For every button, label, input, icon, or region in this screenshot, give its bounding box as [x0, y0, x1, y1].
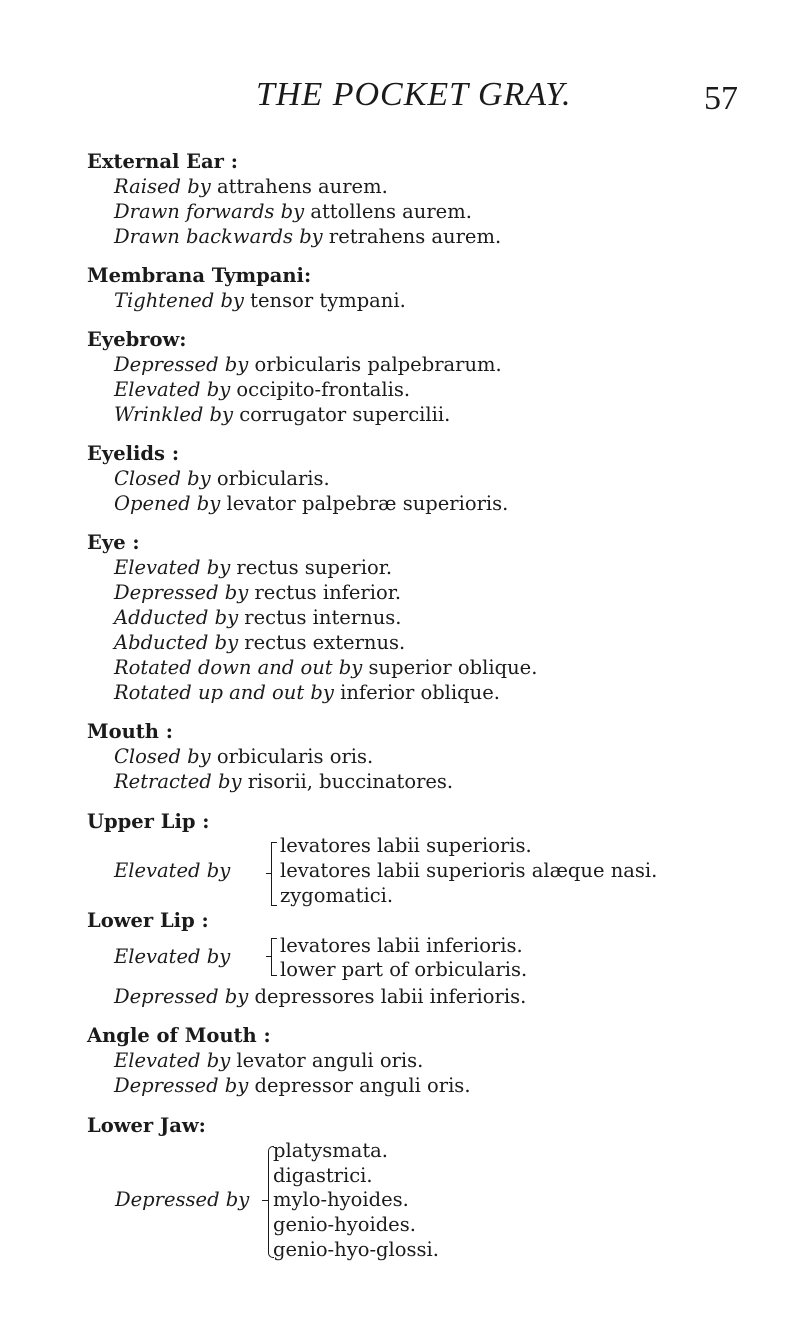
brace-point [266, 873, 272, 874]
brace-bracket [271, 842, 277, 906]
entry-muscles: inferior oblique. [340, 681, 500, 704]
entry-muscles: risorii, buccinatores. [247, 770, 454, 793]
entry [114, 289, 406, 313]
entry-muscles: depressores labii inferioris. [254, 985, 527, 1008]
entry [114, 681, 500, 705]
brace-muscle: mylo-hyoides. [273, 1188, 409, 1211]
section-heading-angle-of-mouth: Angle of Mouth : [87, 1024, 271, 1047]
entry [114, 606, 402, 630]
entry-action: Drawn forwards by [114, 200, 305, 223]
entry-action: Elevated by [114, 556, 231, 579]
entry-muscles: retrahens aurem. [328, 225, 502, 248]
entry [114, 175, 388, 199]
brace-muscle: levatores labii superioris. [280, 834, 532, 857]
entry [114, 403, 450, 427]
entry-muscles: superior oblique. [368, 656, 538, 679]
entry-action: Depressed by [114, 985, 249, 1008]
entry-action: Rotated down and out by [114, 656, 363, 679]
brace-action: Elevated by [114, 859, 231, 882]
entry-muscles: occipito-frontalis. [236, 378, 411, 401]
section-heading-external-ear: External Ear : [87, 150, 238, 173]
entry-action: Depressed by [114, 581, 249, 604]
entry [114, 985, 526, 1009]
brace-muscle: levatores labii superioris alæque nasi. [280, 859, 658, 882]
entry-muscles: rectus inferior. [254, 581, 402, 604]
section-heading-eyelids: Eyelids : [87, 442, 180, 465]
entry-action: Abducted by [114, 631, 239, 654]
entry-action: Retracted by [114, 770, 242, 793]
entry [114, 556, 392, 580]
brace-bracket [271, 938, 277, 976]
brace-muscle: lower part of orbicularis. [280, 958, 528, 981]
entry-muscles: corrugator supercilii. [239, 403, 451, 426]
brace-muscle: levatores labii inferioris. [280, 934, 523, 957]
entry [114, 200, 472, 224]
entry-muscles: rectus superior. [236, 556, 393, 579]
entry [114, 225, 501, 249]
entry-action: Tightened by [114, 289, 244, 312]
brace-muscle: genio-hyoides. [273, 1213, 416, 1236]
entry-muscles: orbicularis oris. [216, 745, 374, 768]
brace-muscle: digastrici. [273, 1164, 373, 1187]
entry [114, 631, 405, 655]
brace-muscle: zygomatici. [280, 884, 394, 907]
entry-action: Rotated up and out by [114, 681, 334, 704]
brace-action: Elevated by [114, 945, 231, 968]
entry [114, 353, 502, 377]
entry-action: Raised by [114, 175, 211, 198]
entry-muscles: orbicularis palpebrarum. [254, 353, 502, 376]
entry-action: Depressed by [114, 1074, 249, 1097]
entry-muscles: attrahens aurem. [216, 175, 388, 198]
entry-muscles: attollens aurem. [310, 200, 472, 223]
page-number: 57 [704, 80, 738, 117]
entry [114, 492, 508, 516]
section-heading-membrana-tympani: Membrana Tympani: [87, 264, 312, 287]
section-heading-eyebrow: Eyebrow: [87, 328, 187, 351]
entry-action: Elevated by [114, 1049, 231, 1072]
entry-muscles: levator palpebræ superioris. [226, 492, 509, 515]
entry-action: Adducted by [114, 606, 239, 629]
section-heading-mouth: Mouth : [87, 720, 173, 743]
entry-muscles: levator anguli oris. [236, 1049, 424, 1072]
entry-action: Drawn backwards by [114, 225, 323, 248]
entry [114, 1074, 471, 1098]
section-heading-eye: Eye : [87, 531, 140, 554]
brace-point [262, 1200, 268, 1201]
brace-action: Depressed by [115, 1188, 250, 1211]
entry-action: Closed by [114, 745, 211, 768]
entry [114, 467, 330, 491]
entry-muscles: depressor anguli oris. [254, 1074, 471, 1097]
entry-action: Elevated by [114, 378, 231, 401]
entry-action: Closed by [114, 467, 211, 490]
brace-point [266, 956, 272, 957]
entry-action: Depressed by [114, 353, 249, 376]
section-heading-upper-lip: Upper Lip : [87, 810, 210, 833]
entry [114, 656, 537, 680]
entry [114, 581, 401, 605]
brace-muscle: platysmata. [273, 1139, 388, 1162]
entry-action: Wrinkled by [114, 403, 234, 426]
running-title: THE POCKET GRAY. [256, 76, 572, 113]
brace-muscle: genio-hyo-glossi. [273, 1238, 439, 1261]
entry-action: Opened by [114, 492, 221, 515]
entry [114, 378, 410, 402]
entry-muscles: rectus internus. [244, 606, 402, 629]
section-heading-lower-lip: Lower Lip : [87, 909, 209, 932]
entry-muscles: orbicularis. [216, 467, 330, 490]
entry [114, 1049, 423, 1073]
entry [114, 770, 453, 794]
entry [114, 745, 373, 769]
entry-muscles: rectus externus. [244, 631, 406, 654]
entry-muscles: tensor tympani. [250, 289, 406, 312]
section-heading-lower-jaw: Lower Jaw: [87, 1114, 206, 1137]
